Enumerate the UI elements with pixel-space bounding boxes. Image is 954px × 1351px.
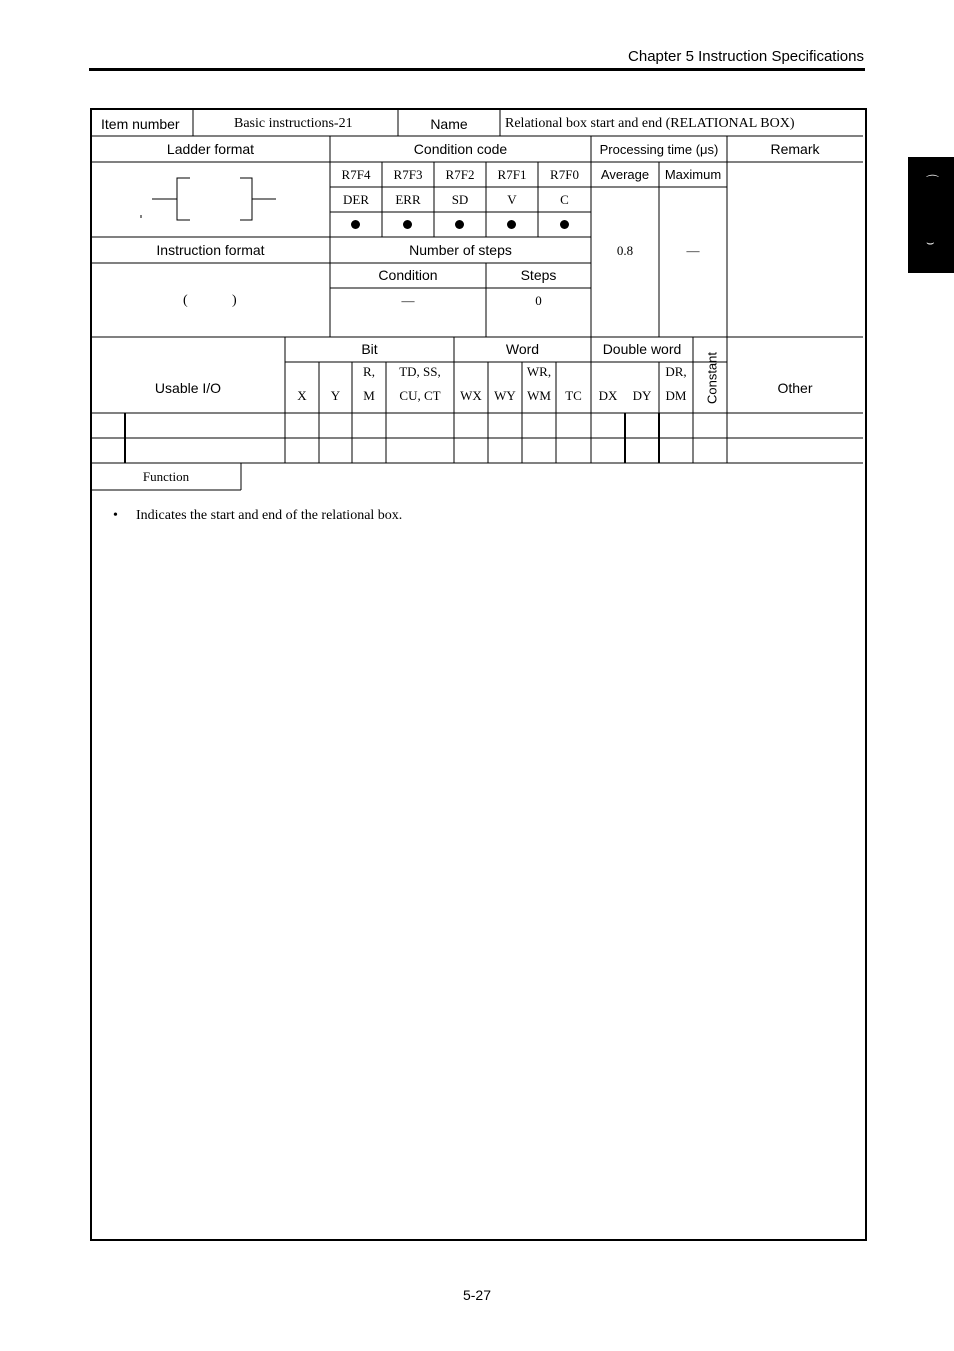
flag-name-der: DER: [343, 192, 369, 207]
col-y: Y: [330, 388, 341, 403]
flag-c-dot: [560, 220, 569, 229]
chapter-header: Chapter 5 Instruction Specifications: [628, 48, 864, 65]
side-tab-top-mark: ⌒: [926, 174, 940, 189]
double-word-label: Double word: [602, 341, 682, 357]
instruction-format-close-paren: ): [232, 293, 237, 308]
col-dr-bottom: DM: [665, 388, 687, 403]
flag-name-sd: SD: [451, 192, 469, 207]
flag-der-dot: [351, 220, 360, 229]
steps-value: 0: [535, 293, 542, 308]
item-number-label: Item number: [101, 116, 180, 132]
flag-r7f0: R7F0: [550, 167, 579, 182]
page-number: 5-27: [462, 1287, 492, 1303]
col-wy: WY: [494, 388, 516, 403]
flag-r7f2: R7F2: [445, 167, 475, 182]
instruction-format-open-paren: (: [183, 293, 188, 308]
word-label: Word: [505, 341, 540, 357]
average-value: 0.8: [616, 243, 634, 258]
function-bullet-marker: •: [113, 508, 118, 523]
maximum-label: Maximum: [664, 167, 722, 182]
remark-label: Remark: [770, 141, 820, 157]
number-of-steps-label: Number of steps: [409, 242, 512, 258]
ladder-symbol-box: [141, 178, 276, 220]
constant-header: [695, 344, 728, 412]
flag-v-dot: [507, 220, 516, 229]
flag-name-c: C: [560, 192, 569, 207]
other-label: Other: [777, 380, 813, 396]
col-dx: DX: [598, 388, 618, 403]
col-x: X: [297, 388, 307, 403]
col-dy: DY: [632, 388, 652, 403]
condition-label: Condition: [378, 267, 438, 283]
col-wr-top: WR,: [526, 364, 552, 379]
side-tab-bottom-mark: ⌣: [926, 235, 935, 250]
col-td-top: TD, SS,: [399, 364, 441, 379]
average-label: Average: [600, 167, 650, 182]
processing-time-label: Processing time (μs): [599, 142, 719, 157]
col-wr-bottom: WM: [527, 388, 551, 403]
function-label: Function: [142, 469, 190, 484]
condition-value: —: [401, 293, 415, 308]
flag-err-dot: [403, 220, 412, 229]
col-tc: TC: [565, 388, 582, 403]
function-bullet-text: Indicates the start and end of the relational box.: [136, 508, 403, 523]
col-dr-top: DR,: [665, 364, 687, 379]
name-value: Relational box start and end (RELATIONAL BOX): [505, 116, 795, 131]
condition-code-label: Condition code: [413, 141, 508, 157]
col-td-bottom: CU, CT: [399, 388, 441, 403]
flag-r7f1: R7F1: [497, 167, 527, 182]
maximum-value: —: [686, 243, 700, 258]
col-wx: WX: [460, 388, 482, 403]
flag-name-v: V: [507, 192, 517, 207]
instruction-format-label: Instruction format: [156, 242, 265, 258]
steps-label: Steps: [520, 267, 557, 283]
bit-label: Bit: [361, 341, 378, 357]
flag-r7f3: R7F3: [393, 167, 423, 182]
flag-name-err: ERR: [395, 192, 421, 207]
col-r-bottom: M: [363, 388, 375, 403]
name-label: Name: [430, 116, 468, 132]
constant-label: Constant: [704, 351, 719, 405]
ladder-format-label: Ladder format: [166, 141, 255, 157]
item-number-value: Basic instructions-21: [234, 116, 353, 131]
usable-io-label: Usable I/O: [154, 380, 222, 396]
flag-sd-dot: [455, 220, 464, 229]
col-r-top: R,: [363, 364, 375, 379]
flag-r7f4: R7F4: [341, 167, 371, 182]
